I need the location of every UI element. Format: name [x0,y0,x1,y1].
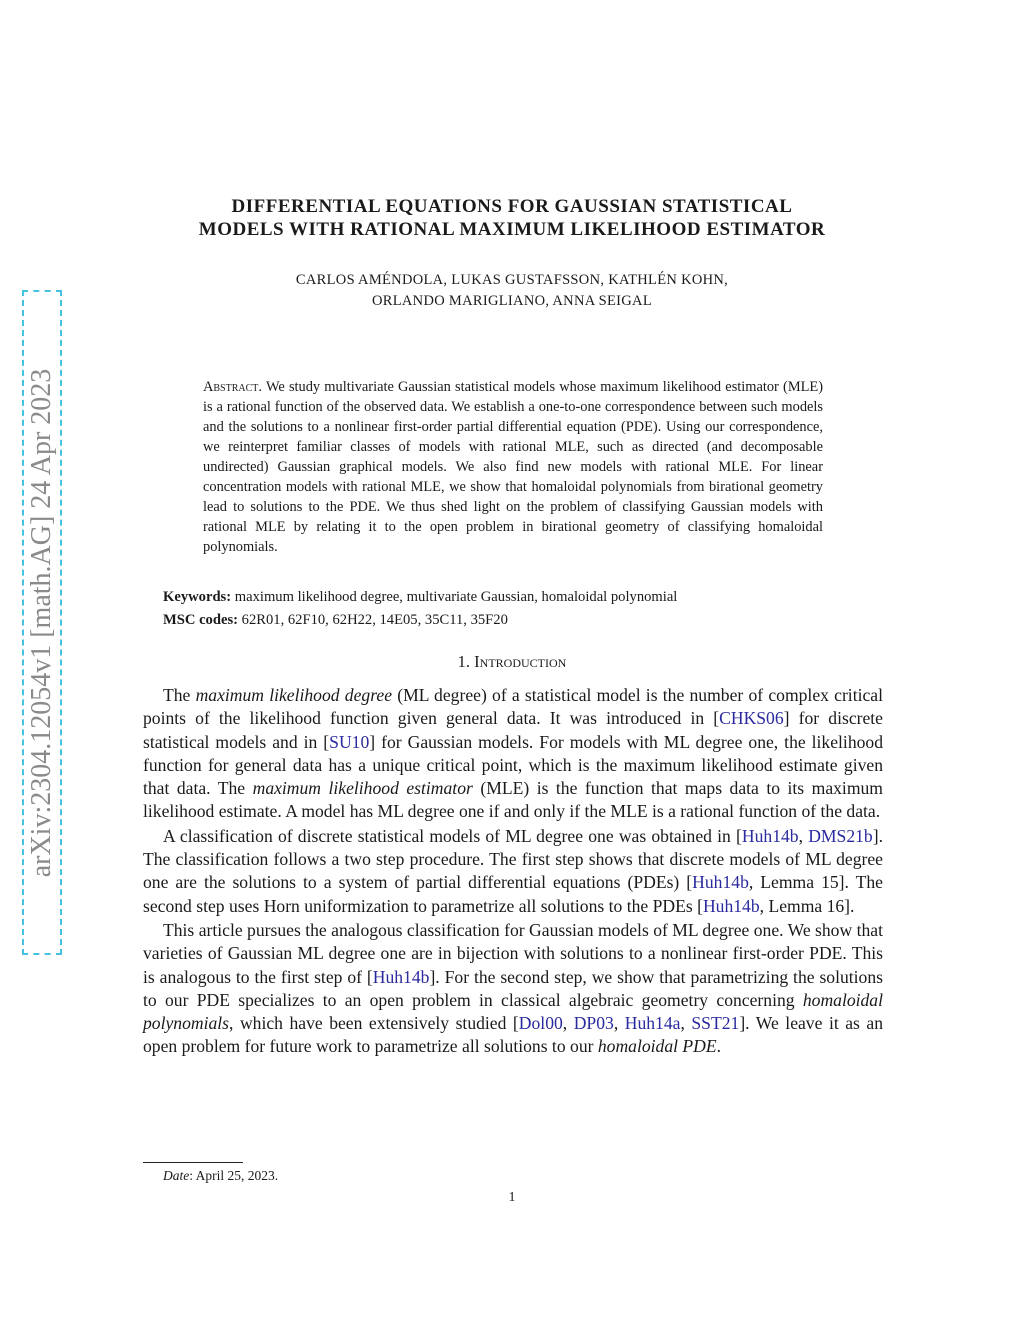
text-run: ] for Gaussian models. For models with ML degree one, the likelihood function for general data has a unique critical point, which is the maximum likelihood estimate given that data. The [143,731,884,799]
title-line: MODELS WITH RATIONAL MAXIMUM LIKELIHOOD ESTIMATOR [198,219,826,240]
text-run: , Lemma 16]. [759,895,855,916]
abstract-text: We study multivariate Gaussian statistical models whose maximum likelihood estimator (MLE) is a rational function of the observed data. We establish a one-to-one correspondence between such models and the solutions to a nonlinear first-order partial differential equation (PDE). Using our correspondence, we reinterpret familiar classes of models with rational MLE, such as directed (and decomposable undirected) Gaussian graphical models. We also find new models with rational MLE. For linear concentration models with rational MLE, we show that homaloidal polynomials from birational geometry lead to solutions to the PDE. We thus shed light on the problem of classifying Gaussian models with rational MLE by relating it to the open problem in birational geometry of classifying homaloidal polynomials. [203,379,823,555]
keywords-label: Keywords: [163,589,232,605]
text-run: (MLE) is the function that maps data to its maximum likelihood estimate. A model has ML degree one if and only if the MLE is a rational function of the data. [143,778,883,822]
section-heading [0,652,1024,672]
keywords [163,587,863,607]
page-number: 1 [508,1190,516,1205]
citation-link[interactable]: Huh14b [692,872,749,893]
citation-link[interactable]: DMS21b [808,825,873,846]
text-run: , which have been extensively studied [ [229,1013,519,1034]
footnote-label: Date [163,1168,190,1183]
citation-link[interactable]: Huh14b [702,895,760,916]
author-list [200,270,824,312]
emphasis: maximum likelihood degree [195,685,393,705]
msc-text: 62R01, 62F10, 62H22, 14E05, 35C11, 35F20 [241,612,508,628]
text-run: , Lemma 15]. The second step uses Horn uniformization to parametrize all solutions to the PDEs [ [143,872,883,916]
text-run: , [613,1013,625,1034]
abstract [203,377,823,557]
emphasis: homaloidal polynomials [143,989,883,1034]
abstract-label: Abstract. [203,379,262,395]
title-line: DIFFERENTIAL EQUATIONS FOR GAUSSIAN STATISTICAL [231,196,793,217]
paragraph [143,919,883,1059]
text-run: ]. For the second step, we show that parametrizing the solutions to our PDE specializes to an open problem in classical algebraic geometry concerning [143,966,883,1010]
citation-link[interactable]: Huh14a [624,1013,681,1034]
arxiv-watermark [22,290,62,955]
text-run: , [562,1013,574,1034]
authors-line: CARLOS AMÉNDOLA, LUKAS GUSTAFSSON, KATHLÉN KOHN, [295,272,729,288]
citation-link[interactable]: DP03 [573,1013,614,1034]
msc-label: MSC codes: [163,612,238,628]
citation-link[interactable]: CHKS06 [719,708,784,729]
footnote-divider [143,1162,243,1163]
citation-link[interactable]: Huh14b [372,966,430,987]
text-run: , [680,1013,692,1034]
emphasis: maximum likelihood estimator [252,778,473,799]
body-text [143,684,883,1059]
citation-link[interactable]: Huh14b [741,825,799,846]
text-run: (ML degree) of a statistical model is the number of complex critical points of the likelihood function given general data. It was introduced in [ [143,685,883,729]
citation-link[interactable]: SST21 [691,1013,740,1034]
text-run: ]. The classification follows a two step procedure. The first step shows that discrete models of ML degree one are the solutions to a system of partial differential equations (PDEs) [ [143,825,883,893]
section-number: 1. [457,652,471,671]
arxiv-identifier: arXiv:2304.12054v1 [math.AG] 24 Apr 2023 [26,368,57,877]
paragraph [143,684,883,824]
text-run: , [798,825,809,846]
text-run: ] for discrete statistical models and in [ [143,708,883,752]
paper-title [130,195,894,241]
text-run: This article pursues the analogous classification for Gaussian models of ML degree one. We show that varieties of Gaussian ML degree one are in bijection with solutions to a nonlinear first-order PDE. This is analogous to the first step of [ [143,919,883,987]
citation-link[interactable]: Dol00 [518,1013,563,1034]
section-title: Introduction [474,652,567,671]
date-footnote [163,1168,278,1184]
authors-line: ORLANDO MARIGLIANO, ANNA SEIGAL [372,293,652,309]
msc-codes [163,610,863,630]
citation-link[interactable]: SU10 [329,731,370,752]
footnote-text: : April 25, 2023. [189,1168,279,1183]
emphasis: homaloidal PDE [597,1036,717,1057]
keywords-text: maximum likelihood degree, multivariate Gaussian, homaloidal polynomial [234,589,678,605]
paragraph [143,825,883,918]
text-run: . [716,1036,722,1057]
text-run: The [163,685,196,705]
text-run: A classification of discrete statistical models of ML degree one was obtained in [ [163,825,742,846]
text-run: ]. We leave it as an open problem for future work to parametrize all solutions to our [143,1013,884,1057]
